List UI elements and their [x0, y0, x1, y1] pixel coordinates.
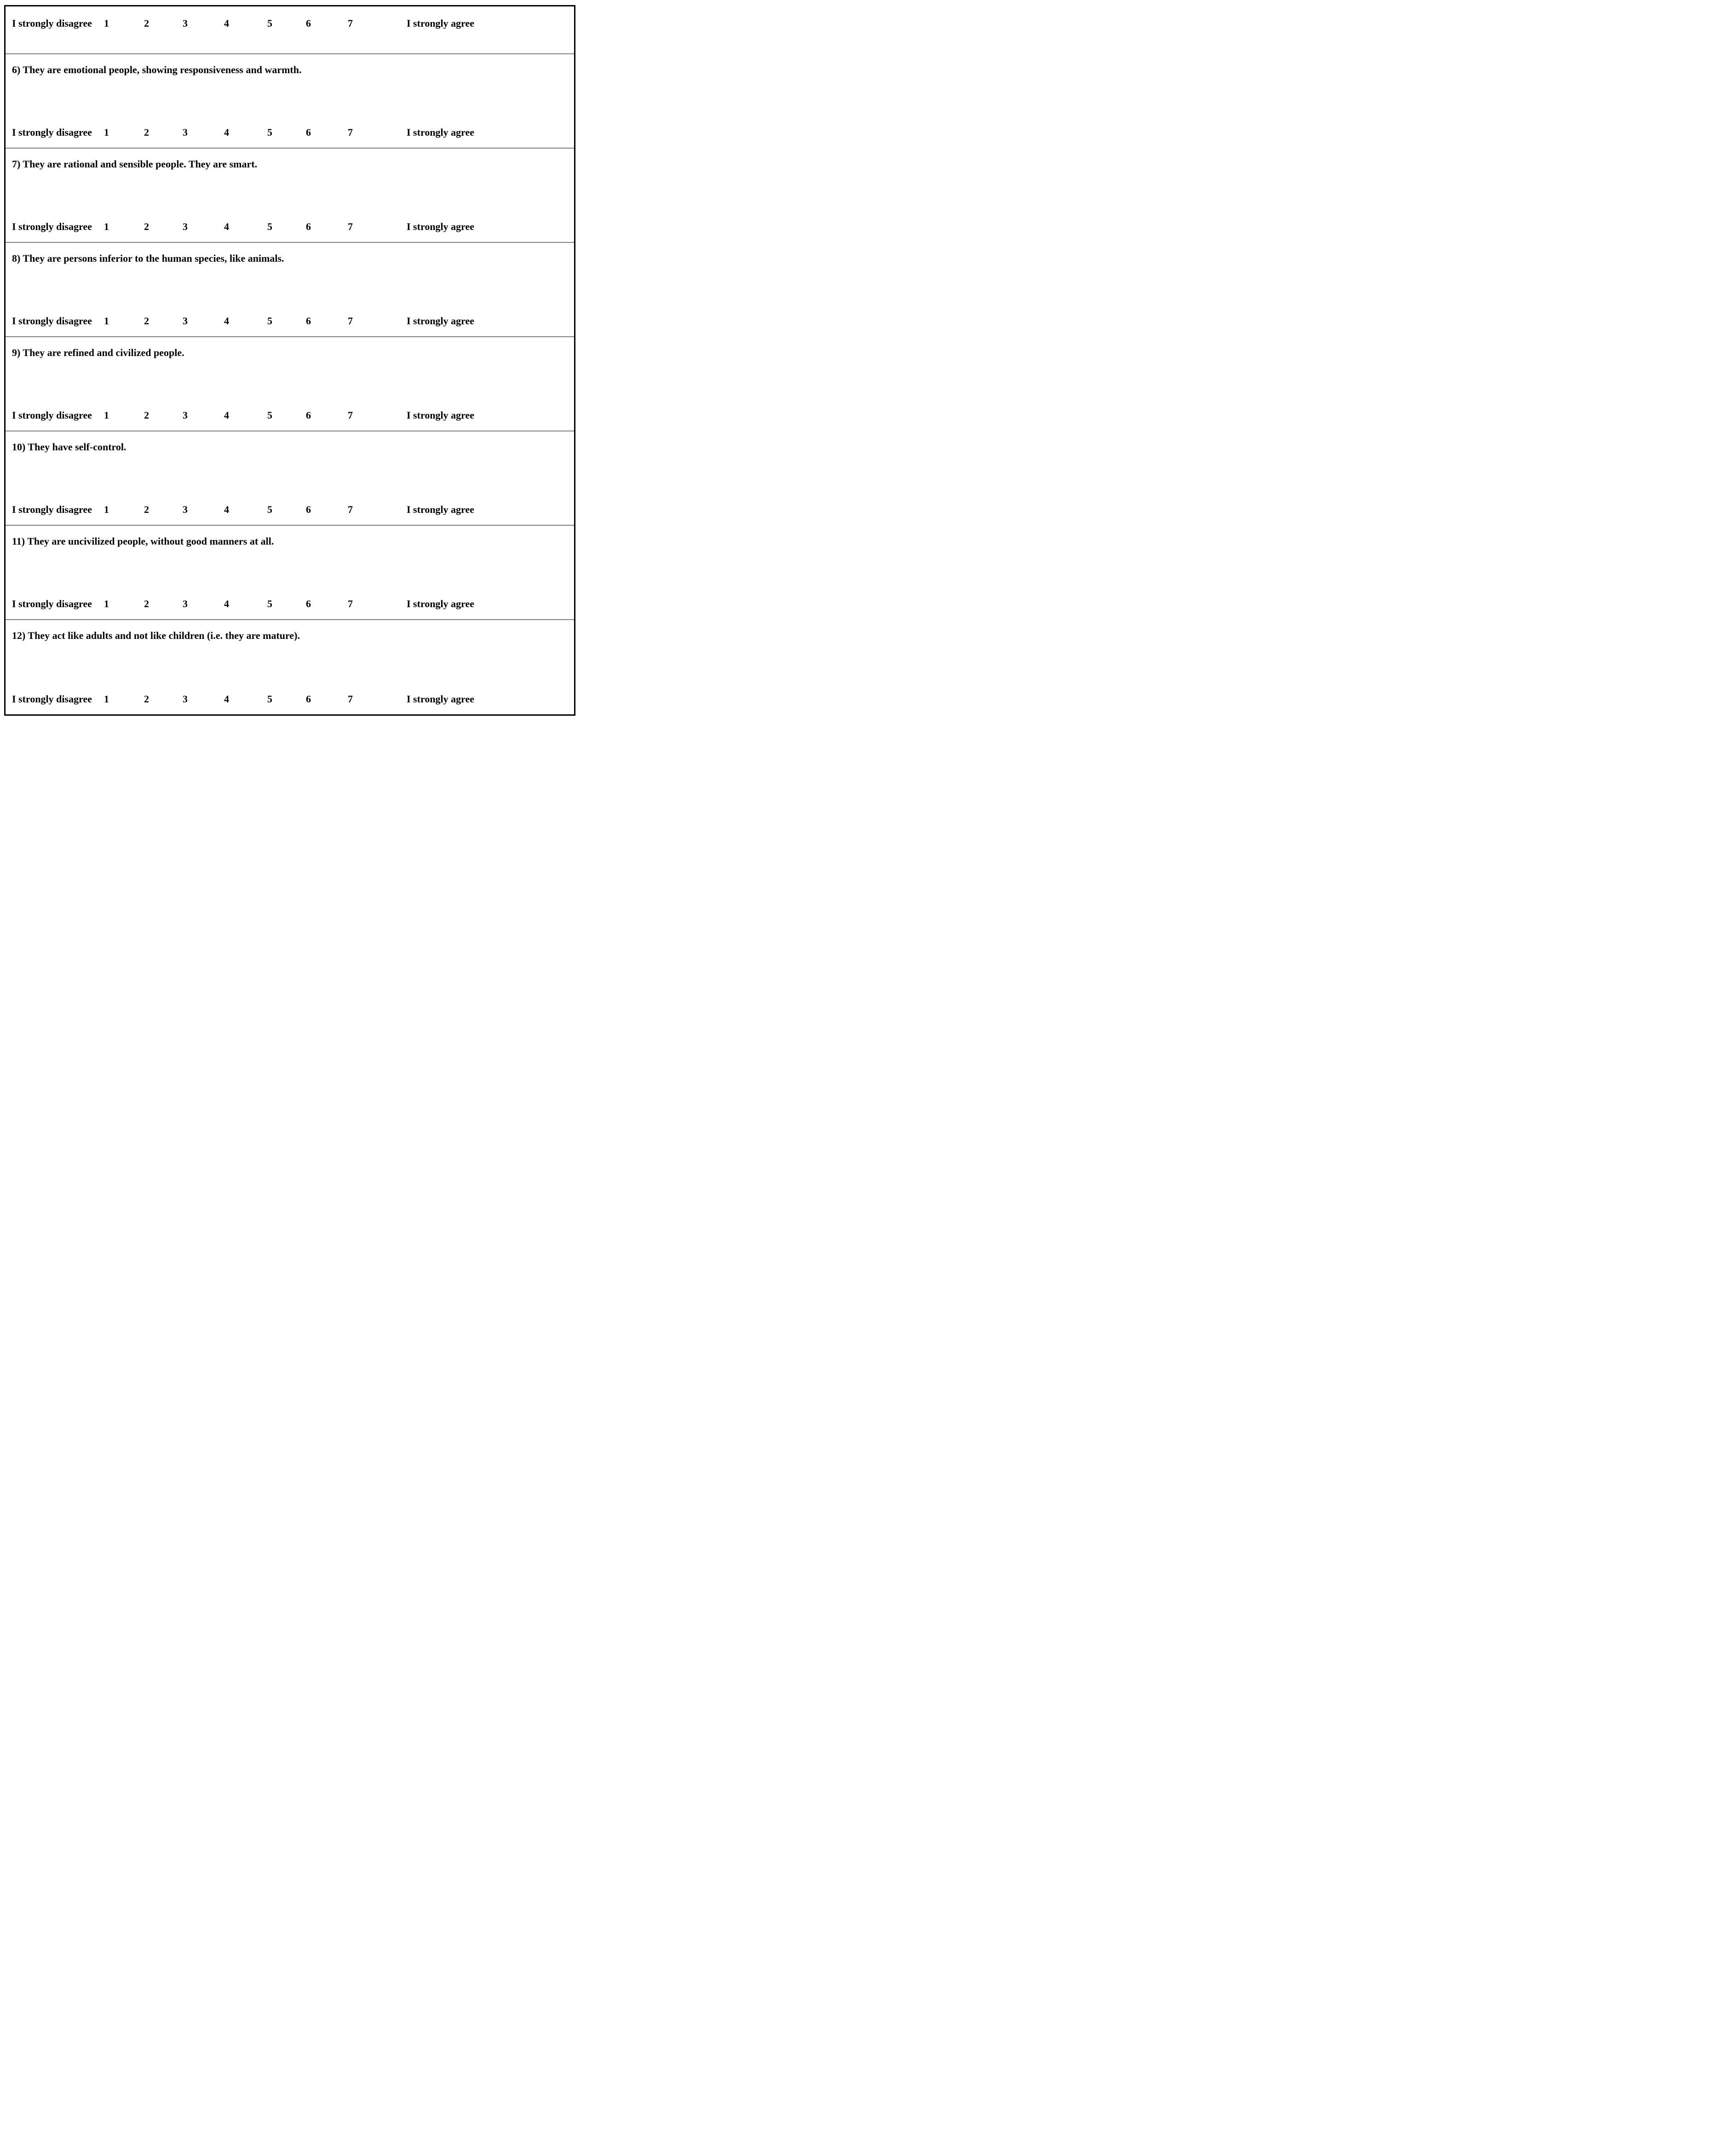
question-text: 10) They have self-control. [12, 441, 126, 453]
likert-scale [6, 126, 574, 139]
scale-point-2[interactable]: 2 [144, 504, 149, 515]
scale-point-3[interactable]: 3 [183, 409, 188, 421]
scale-point-5[interactable]: 5 [267, 693, 272, 705]
scale-point-5[interactable]: 5 [267, 409, 272, 421]
scale-right-label: I strongly agree [407, 17, 475, 29]
scale-point-4[interactable]: 4 [224, 693, 229, 705]
scale-point-1[interactable]: 1 [104, 693, 109, 705]
question-row-9 [6, 336, 574, 431]
scale-point-1[interactable]: 1 [104, 315, 109, 327]
scale-point-2[interactable]: 2 [144, 598, 149, 609]
scale-point-2[interactable]: 2 [144, 409, 149, 421]
question-row-10 [6, 431, 574, 525]
scale-point-1[interactable]: 1 [104, 504, 109, 515]
scale-left-label: I strongly disagree [12, 504, 92, 515]
scale-only-row [6, 6, 574, 53]
scale-left-label: I strongly disagree [12, 17, 92, 29]
scale-point-5[interactable]: 5 [267, 17, 272, 29]
scale-point-4[interactable]: 4 [224, 598, 229, 609]
scale-point-2[interactable]: 2 [144, 126, 149, 138]
scale-point-1[interactable]: 1 [104, 17, 109, 29]
scale-point-7[interactable]: 7 [348, 221, 353, 232]
scale-point-1[interactable]: 1 [104, 598, 109, 609]
likert-scale [6, 408, 574, 422]
scale-point-4[interactable]: 4 [224, 409, 229, 421]
scale-point-5[interactable]: 5 [267, 315, 272, 327]
scale-right-label: I strongly agree [407, 315, 475, 327]
scale-point-7[interactable]: 7 [348, 598, 353, 609]
question-row-8 [6, 242, 574, 336]
scale-left-label: I strongly disagree [12, 693, 92, 705]
likert-scale [6, 692, 574, 706]
scale-left-label: I strongly disagree [12, 221, 92, 232]
scale-point-6[interactable]: 6 [306, 221, 311, 232]
scale-point-6[interactable]: 6 [306, 17, 311, 29]
likert-scale [6, 220, 574, 234]
question-row-12 [6, 619, 574, 714]
scale-point-2[interactable]: 2 [144, 315, 149, 327]
scale-right-label: I strongly agree [407, 221, 475, 232]
scale-point-7[interactable]: 7 [348, 504, 353, 515]
scale-point-7[interactable]: 7 [348, 17, 353, 29]
scale-point-3[interactable]: 3 [183, 315, 188, 327]
scale-point-4[interactable]: 4 [224, 315, 229, 327]
questionnaire-table [4, 5, 575, 716]
question-text: 9) They are refined and civilized people. [12, 347, 184, 358]
scale-point-7[interactable]: 7 [348, 693, 353, 705]
question-text: 11) They are uncivilized people, without good manners at all. [12, 535, 274, 547]
scale-point-3[interactable]: 3 [183, 17, 188, 29]
scale-point-6[interactable]: 6 [306, 409, 311, 421]
questionnaire-page [0, 0, 579, 718]
scale-point-5[interactable]: 5 [267, 126, 272, 138]
scale-point-4[interactable]: 4 [224, 126, 229, 138]
scale-point-1[interactable]: 1 [104, 409, 109, 421]
scale-right-label: I strongly agree [407, 409, 475, 421]
scale-right-label: I strongly agree [407, 693, 475, 705]
scale-point-6[interactable]: 6 [306, 598, 311, 609]
question-text: 12) They act like adults and not like children (i.e. they are mature). [12, 630, 300, 641]
scale-point-7[interactable]: 7 [348, 409, 353, 421]
likert-scale [6, 314, 574, 328]
scale-point-7[interactable]: 7 [348, 315, 353, 327]
question-text: 6) They are emotional people, showing responsiveness and warmth. [12, 64, 302, 75]
likert-scale [6, 503, 574, 517]
scale-point-5[interactable]: 5 [267, 221, 272, 232]
scale-point-2[interactable]: 2 [144, 221, 149, 232]
scale-point-3[interactable]: 3 [183, 126, 188, 138]
scale-right-label: I strongly agree [407, 126, 475, 138]
scale-point-4[interactable]: 4 [224, 221, 229, 232]
likert-scale [6, 17, 574, 30]
question-text: 8) They are persons inferior to the human species, like animals. [12, 253, 284, 264]
scale-point-5[interactable]: 5 [267, 598, 272, 609]
likert-scale [6, 597, 574, 611]
scale-point-6[interactable]: 6 [306, 504, 311, 515]
scale-point-4[interactable]: 4 [224, 504, 229, 515]
scale-left-label: I strongly disagree [12, 315, 92, 327]
scale-left-label: I strongly disagree [12, 598, 92, 609]
question-row-7 [6, 148, 574, 242]
scale-point-2[interactable]: 2 [144, 693, 149, 705]
scale-point-7[interactable]: 7 [348, 126, 353, 138]
scale-point-3[interactable]: 3 [183, 693, 188, 705]
question-text: 7) They are rational and sensible people. They are smart. [12, 158, 258, 170]
scale-point-6[interactable]: 6 [306, 693, 311, 705]
scale-point-3[interactable]: 3 [183, 504, 188, 515]
scale-point-2[interactable]: 2 [144, 17, 149, 29]
scale-right-label: I strongly agree [407, 598, 475, 609]
question-row-6 [6, 53, 574, 148]
scale-point-1[interactable]: 1 [104, 126, 109, 138]
scale-left-label: I strongly disagree [12, 126, 92, 138]
scale-point-6[interactable]: 6 [306, 315, 311, 327]
scale-point-3[interactable]: 3 [183, 598, 188, 609]
scale-right-label: I strongly agree [407, 504, 475, 515]
scale-point-3[interactable]: 3 [183, 221, 188, 232]
scale-point-5[interactable]: 5 [267, 504, 272, 515]
scale-point-6[interactable]: 6 [306, 126, 311, 138]
scale-left-label: I strongly disagree [12, 409, 92, 421]
question-row-11 [6, 525, 574, 619]
scale-point-4[interactable]: 4 [224, 17, 229, 29]
scale-point-1[interactable]: 1 [104, 221, 109, 232]
